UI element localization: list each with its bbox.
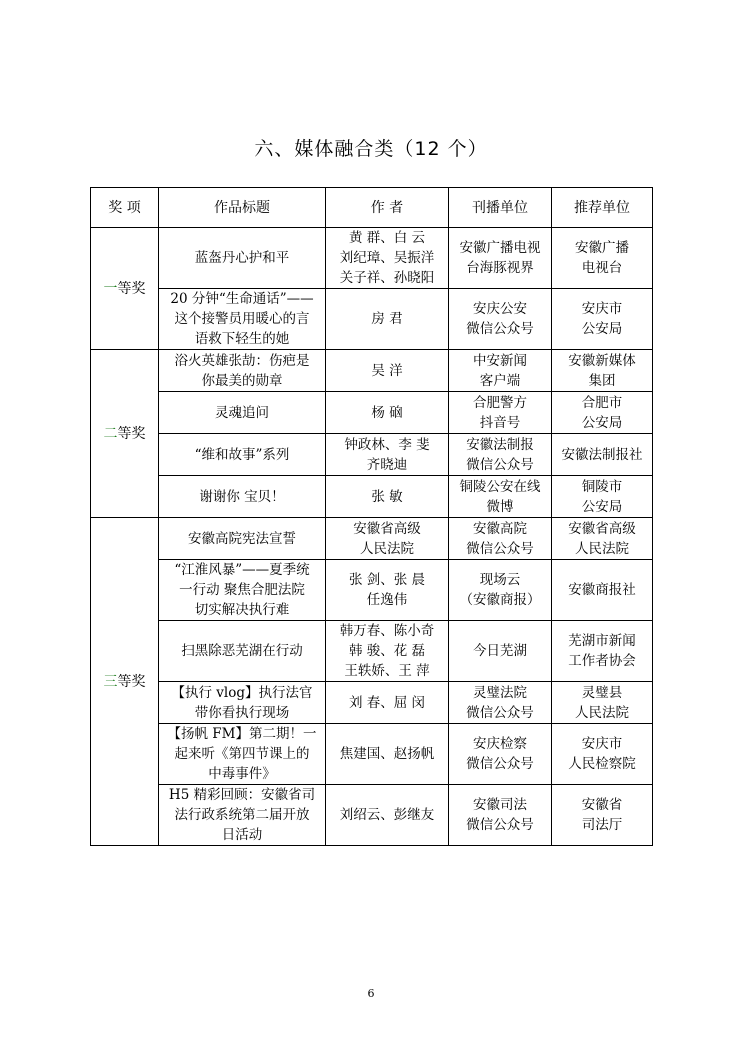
table-row	[91, 518, 653, 560]
page-title: 六、媒体融合类（12 个）	[254, 138, 488, 160]
work-title: “江淮风暴”——夏季统 一行动 聚焦合肥法院 切实解决执行难	[174, 562, 310, 618]
work-recommender: 安徽广播 电视台	[575, 240, 629, 276]
work-author: 房 君	[371, 311, 403, 327]
work-author: 杨 硇	[371, 404, 403, 421]
work-author: 钟政林、李 斐 齐晓迪	[344, 436, 430, 473]
table-row	[91, 228, 653, 289]
header-author: 作 者	[326, 188, 449, 228]
awards-table	[90, 187, 653, 846]
work-recommender: 合肥市 公安局	[581, 394, 623, 431]
work-publisher: 灵璧法院 微信公众号	[466, 684, 534, 721]
work-author: 焦建国、赵扬帆	[339, 746, 435, 762]
table-row	[91, 682, 653, 724]
work-recommender: 铜陵市 公安局	[581, 478, 623, 515]
work-recommender: 安徽新媒体 集团	[568, 352, 636, 389]
work-title: H5 精彩回顾：安徽省司 法行政系统第二届开放 日活动	[168, 787, 316, 843]
work-publisher: 安徽司法 微信公众号	[466, 797, 534, 833]
work-publisher: 安庆公安 微信公众号	[466, 301, 534, 337]
header-title: 作品标题	[159, 188, 326, 228]
table-row	[91, 785, 653, 846]
header-prize: 奖 项	[91, 188, 159, 228]
work-author: 安徽省高级 人民法院	[353, 520, 421, 557]
work-publisher: 安庆检察 微信公众号	[466, 736, 534, 772]
table-row	[91, 434, 653, 476]
table-row	[91, 724, 653, 785]
work-recommender: 安庆市 公安局	[581, 301, 623, 337]
table-row	[91, 476, 653, 518]
table-row	[91, 560, 653, 621]
table-row	[91, 350, 653, 392]
work-title: “维和故事”系列	[194, 446, 290, 463]
work-author: 吴 洋	[371, 362, 403, 379]
work-title: 谢谢你 宝贝！	[199, 488, 285, 505]
table-header-row	[91, 188, 653, 228]
prize-first: 一等奖	[91, 228, 159, 350]
header-publisher: 刊播单位	[449, 188, 552, 228]
work-title: 【执行 vlog】执行法官 带你看执行现场	[171, 684, 313, 721]
work-title: 安徽高院宪法宣誓	[188, 530, 296, 547]
work-title: 灵魂追问	[215, 404, 269, 421]
work-recommender: 安庆市 人民检察院	[568, 736, 636, 772]
work-title: 浴火英雄张劼：伤疤是 你最美的勋章	[174, 352, 310, 389]
work-publisher: 安徽高院 微信公众号	[466, 520, 534, 557]
work-publisher: 现场云 （安徽商报）	[459, 572, 541, 608]
work-author: 韩万春、陈小奇 韩 骏、花 磊 王轶娇、王 萍	[339, 623, 435, 679]
work-publisher: 铜陵公安在线 微博	[459, 478, 541, 515]
work-author: 黄 群、白 云 刘纪璋、吴振洋 关子祥、孙晓阳	[339, 230, 435, 286]
page-number: 6	[367, 987, 375, 1000]
work-publisher: 今日芜湖	[473, 643, 527, 659]
work-publisher: 合肥警方 抖音号	[473, 394, 527, 431]
work-recommender: 灵璧县 人民法院	[575, 684, 629, 721]
prize-third: 三等奖	[91, 518, 159, 846]
work-recommender: 安徽商报社	[568, 582, 636, 598]
work-author: 张 敏	[371, 488, 403, 505]
work-recommender: 安徽省 司法厅	[581, 797, 623, 833]
table-row	[91, 392, 653, 434]
work-title: 扫黑除恶芜湖在行动	[181, 643, 303, 659]
work-author: 张 剑、张 晨 任逸伟	[348, 572, 426, 608]
header-recommender: 推荐单位	[552, 188, 653, 228]
work-recommender: 芜湖市新闻 工作者协会	[568, 633, 636, 669]
work-author: 刘绍云、彭继友	[339, 807, 435, 823]
work-publisher: 中安新闻 客户端	[473, 352, 527, 389]
table-row	[91, 289, 653, 350]
work-title: 蓝盔丹心护和平	[194, 250, 290, 266]
work-title: 【扬帆 FM】第二期！一 起来听《第四节课上的 中毒事件》	[167, 726, 317, 782]
table-row	[91, 621, 653, 682]
work-publisher: 安徽广播电视 台海豚视界	[459, 240, 541, 276]
work-title: 20 分钟“生命通话”—— 这个接警员用暖心的言 语救下轻生的她	[170, 291, 314, 347]
work-recommender: 安徽法制报社	[561, 446, 643, 463]
work-recommender: 安徽省高级 人民法院	[568, 520, 636, 557]
prize-second: 二等奖	[91, 350, 159, 518]
work-author: 刘 春、屈 闵	[348, 694, 426, 711]
work-publisher: 安徽法制报 微信公众号	[466, 436, 534, 473]
